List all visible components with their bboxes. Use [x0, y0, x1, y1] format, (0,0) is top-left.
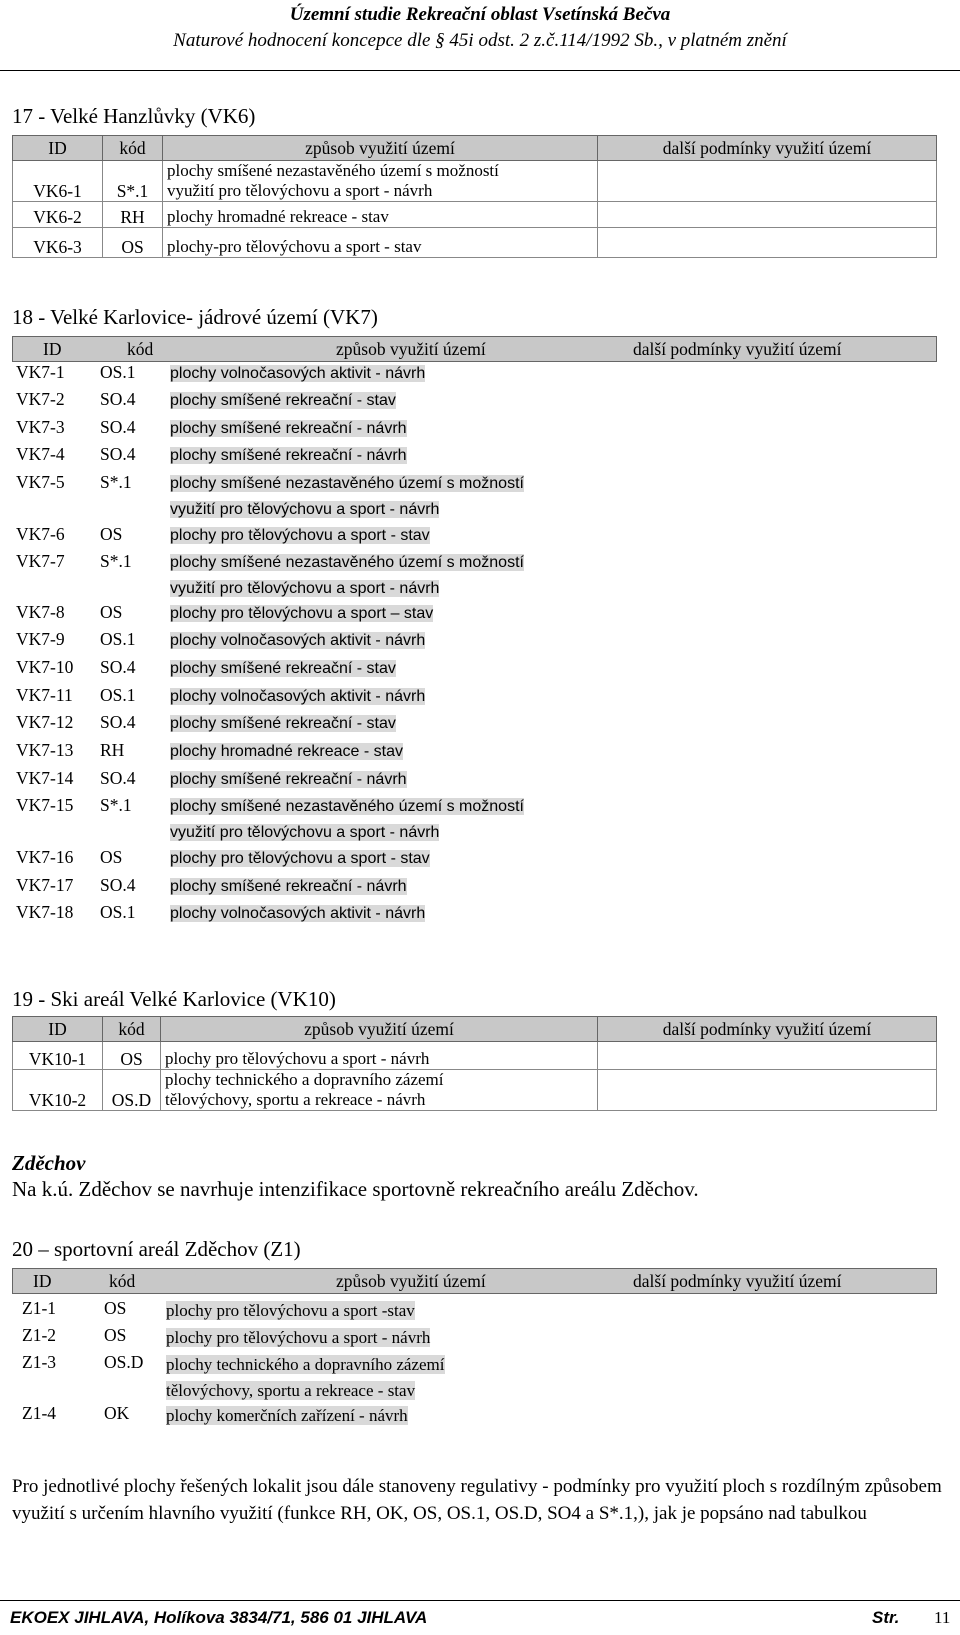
table-row: [13, 161, 937, 202]
row-use-line1: plochy smíšené nezastavěného území s možností: [170, 475, 524, 492]
row-id: VK7-3: [16, 417, 65, 437]
row-kod: OS.1: [100, 629, 136, 649]
row-use: [166, 1325, 430, 1351]
row-kod: S*.1: [100, 472, 132, 492]
col-conditions: další podmínky využití území: [598, 1017, 937, 1042]
row-conditions: [598, 1070, 937, 1111]
row-kod: OS.1: [100, 685, 136, 705]
row-use-line1: plochy komerčních zařízení - návrh: [166, 1406, 408, 1425]
row-use: [170, 388, 396, 414]
row-use: [170, 846, 430, 872]
row-use: plochy hromadné rekreace - stav: [163, 202, 598, 228]
row-use-line1: plochy smíšené rekreační - návrh: [170, 771, 407, 788]
col-kod: kód: [103, 1017, 161, 1042]
row-use-line1: plochy smíšené rekreační - stav: [170, 392, 396, 409]
row-use: [161, 1070, 598, 1111]
row-kod: SO.4: [100, 657, 136, 677]
row-kod: SO.4: [100, 712, 136, 732]
row-id: VK7-10: [16, 657, 74, 677]
row-use: [170, 361, 425, 387]
row-use-line1: plochy volnočasových aktivit - návrh: [170, 688, 426, 705]
col-conditions: další podmínky využití území: [633, 1271, 842, 1291]
row-use-line1: plochy smíšené rekreační - návrh: [170, 420, 407, 437]
row-kod: SO.4: [100, 417, 136, 437]
row-use: [163, 161, 598, 202]
row-use: [170, 416, 407, 442]
row-kod: OS.D: [103, 1070, 161, 1111]
col-use: způsob využití území: [336, 1271, 486, 1291]
document-subtitle: Naturové hodnocení koncepce dle § 45i odst. 2 z.č.114/1992 Sb., v platném znění: [173, 30, 787, 51]
row-id: VK10-1: [13, 1042, 103, 1070]
footer-divider: [0, 1600, 960, 1601]
row-use-line1: plochy pro tělovýchovu a sport - stav: [170, 850, 430, 867]
row-id: VK7-7: [16, 551, 65, 571]
row-kod: OS: [103, 1042, 161, 1070]
table-header-row: [12, 336, 937, 362]
row-id: VK7-14: [16, 768, 74, 788]
row-kod: OS: [103, 228, 163, 258]
row-id: VK7-18: [16, 902, 74, 922]
row-use-line1: plochy volnočasových aktivit - návrh: [170, 365, 426, 382]
row-use-line1: plochy volnočasových aktivit - návrh: [170, 905, 426, 922]
row-id: VK7-8: [16, 602, 65, 622]
row-id: VK6-1: [13, 161, 103, 202]
row-kod: SO.4: [100, 875, 136, 895]
row-use-line1: plochy smíšené rekreační - stav: [170, 660, 396, 677]
zdechov-heading: Zděchov: [12, 1151, 86, 1175]
row-use: [166, 1403, 408, 1429]
col-use: způsob využití území: [161, 1017, 598, 1042]
section-title-z1: 20 – sportovní areál Zděchov (Z1): [12, 1237, 301, 1261]
row-use: [170, 711, 396, 737]
row-use: [170, 739, 403, 765]
row-kod: RH: [100, 740, 125, 760]
row-kod: SO.4: [100, 444, 136, 464]
row-id: VK7-1: [16, 362, 65, 382]
row-use-line2: tělovýchovy, sportu a rekreace - stav: [166, 1381, 416, 1400]
row-use-line1: plochy smíšené nezastavěného území s možností: [170, 798, 524, 815]
row-use-line2: využití pro tělovýchovu a sport - návrh: [167, 181, 433, 200]
zdechov-text: Na k.ú. Zděchov se navrhuje intenzifikace sportovně rekreačního areálu Zděchov.: [12, 1177, 699, 1201]
row-id: VK7-4: [16, 444, 65, 464]
section-title-vk6: 17 - Velké Hanzlůvky (VK6): [12, 104, 256, 128]
row-id: VK7-13: [16, 740, 74, 760]
section-title-vk7: 18 - Velké Karlovice- jádrové území (VK7): [12, 305, 378, 329]
table-row: [13, 202, 937, 228]
table-header-row: [12, 1268, 937, 1294]
row-id: VK7-16: [16, 847, 74, 867]
row-id: VK7-2: [16, 389, 65, 409]
table-header-row: [13, 136, 937, 161]
row-use-line1: plochy smíšené rekreační - návrh: [170, 878, 407, 895]
col-id: ID: [13, 1017, 103, 1042]
row-use-line2: tělovýchovy, sportu a rekreace - návrh: [165, 1090, 426, 1109]
row-use: [170, 794, 524, 846]
row-use: [166, 1352, 445, 1404]
row-use: [170, 684, 425, 710]
row-use: [170, 901, 425, 927]
table-vk10: [12, 1016, 937, 1111]
row-use: [170, 471, 524, 523]
row-use-line1: plochy technického a dopravního zázemí: [165, 1070, 444, 1089]
row-kod: OS.1: [100, 902, 136, 922]
row-id: Z1-4: [22, 1403, 57, 1423]
row-id: VK7-15: [16, 795, 74, 815]
row-use-line2: využití pro tělovýchovu a sport - návrh: [170, 501, 440, 518]
row-id: Z1-2: [22, 1325, 57, 1345]
row-use-line2: využití pro tělovýchovu a sport - návrh: [170, 824, 440, 841]
row-use-line1: plochy smíšené rekreační - návrh: [170, 447, 407, 464]
col-use: způsob využití území: [336, 339, 486, 359]
row-use: plochy-pro tělovýchovu a sport - stav: [163, 228, 598, 258]
col-id: ID: [43, 339, 62, 359]
row-use: plochy pro tělovýchovu a sport - návrh: [161, 1042, 598, 1070]
row-use: [170, 767, 407, 793]
closing-paragraph: Pro jednotlivé plochy řešených lokalit jsou dále stanoveny regulativy - podmínky pro využití ploch s rozdílným způsobem využití s určením hlavního využití (funkce RH, OK, OS, OS.1, OS.D, SO4 a S*.1,), jak je popsáno nad tabulkou: [12, 1476, 942, 1524]
row-id: VK7-11: [16, 685, 73, 705]
row-use-line1: plochy smíšené rekreační - stav: [170, 715, 396, 732]
row-id: VK7-6: [16, 524, 65, 544]
col-id: ID: [33, 1271, 52, 1291]
row-conditions: [598, 161, 937, 202]
row-id: Z1-1: [22, 1298, 57, 1318]
row-use: [170, 656, 396, 682]
row-use-line1: plochy smíšené nezastavěného území s možností: [170, 554, 524, 571]
row-use-line1: plochy technického a dopravního zázemí: [166, 1355, 445, 1374]
row-id: VK7-12: [16, 712, 74, 732]
row-conditions: [598, 1042, 937, 1070]
row-kod: SO.4: [100, 768, 136, 788]
row-use: [170, 550, 524, 602]
page-number: 11: [934, 1608, 951, 1627]
footer-str-label: Str.: [872, 1608, 900, 1627]
row-id: VK6-2: [13, 202, 103, 228]
row-kod: OK: [104, 1403, 130, 1423]
row-kod: S*.1: [100, 795, 132, 815]
table-row: [13, 1042, 937, 1070]
row-kod: OS: [100, 847, 123, 867]
row-id: VK6-3: [13, 228, 103, 258]
row-use: [170, 628, 425, 654]
row-conditions: [598, 202, 937, 228]
col-conditions: další podmínky využití území: [598, 136, 937, 161]
row-use: [170, 601, 433, 627]
row-use-line1: plochy pro tělovýchovu a sport – stav: [170, 605, 434, 622]
row-use-line1: plochy smíšené nezastavěného území s možností: [167, 161, 499, 180]
document-title: Územní studie Rekreační oblast Vsetínská Bečva: [289, 4, 671, 25]
row-id: VK7-17: [16, 875, 74, 895]
row-use-line1: plochy volnočasových aktivit - návrh: [170, 632, 426, 649]
col-id: ID: [13, 136, 103, 161]
row-use-line1: plochy pro tělovýchovu a sport - stav: [170, 527, 430, 544]
col-kod: kód: [103, 136, 163, 161]
row-use: [170, 443, 407, 469]
row-kod: OS: [100, 524, 123, 544]
row-kod: S*.1: [103, 161, 163, 202]
row-kod: OS: [104, 1325, 127, 1345]
row-kod: OS: [104, 1298, 127, 1318]
row-conditions: [598, 228, 937, 258]
col-use: způsob využití území: [163, 136, 598, 161]
section-title-vk10: 19 - Ski areál Velké Karlovice (VK10): [12, 987, 336, 1011]
row-kod: OS.1: [100, 362, 136, 382]
row-id: VK7-9: [16, 629, 65, 649]
row-use: [166, 1298, 415, 1324]
footer-address: EKOEX JIHLAVA, Holíkova 3834/71, 586 01 JIHLAVA: [10, 1608, 428, 1627]
row-kod: S*.1: [100, 551, 132, 571]
table-row: [13, 1070, 937, 1111]
row-id: VK7-5: [16, 472, 65, 492]
row-use: [170, 523, 430, 549]
col-kod: kód: [127, 339, 154, 359]
row-use: [170, 874, 407, 900]
row-use-line1: plochy pro tělovýchovu a sport -stav: [166, 1301, 415, 1320]
row-use-line1: plochy pro tělovýchovu a sport - návrh: [166, 1328, 431, 1347]
row-kod: OS: [100, 602, 123, 622]
col-kod: kód: [109, 1271, 136, 1291]
col-conditions: další podmínky využití území: [633, 339, 842, 359]
row-kod: RH: [103, 202, 163, 228]
row-use-line1: plochy hromadné rekreace - stav: [170, 743, 403, 760]
row-id: VK10-2: [13, 1070, 103, 1111]
table-vk6: [12, 135, 937, 258]
row-use-line2: využití pro tělovýchovu a sport - návrh: [170, 580, 440, 597]
header-divider: [0, 70, 960, 71]
table-header-row: [13, 1017, 937, 1042]
row-id: Z1-3: [22, 1352, 57, 1372]
table-row: [13, 228, 937, 258]
row-kod: OS.D: [104, 1352, 144, 1372]
row-kod: SO.4: [100, 389, 136, 409]
